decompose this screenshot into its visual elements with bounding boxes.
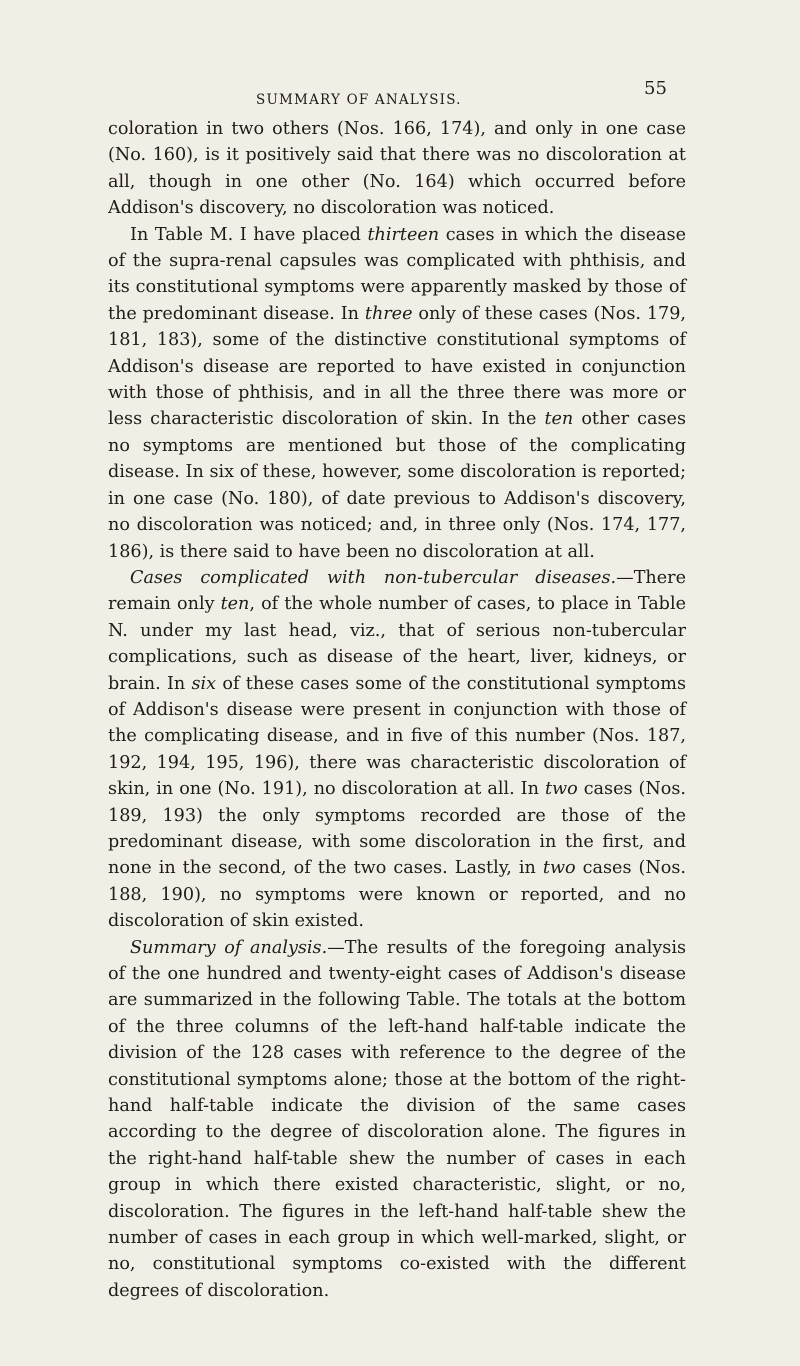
italic-text: two xyxy=(542,858,576,879)
paragraph xyxy=(108,222,686,565)
text-run: cases (Nos. 188, 190), no symptoms were known or reported, and no discoloration of skin existed. xyxy=(108,858,686,932)
text-run: In Table M. I have placed xyxy=(130,224,368,245)
italic-text: thirteen xyxy=(367,224,440,245)
text-run: , of the whole number of cases, to place in Table N. under my last head, viz., that of serious non-tubercular complications, such as disease of the heart, liver, kidneys, or brain. In xyxy=(108,594,686,694)
running-head: SUMMARY OF ANALYSIS. xyxy=(256,92,462,108)
italic-text: six xyxy=(191,673,217,694)
italic-text: three xyxy=(364,303,413,324)
text-run: cases (Nos. 189, 193) the only symptoms recorded are those of the predominant disease, with some discoloration in the first, and none in the second, of the two cases. Lastly, in xyxy=(108,779,686,879)
paragraph xyxy=(108,116,686,222)
text-run: cases in which the disease of the supra-renal capsules was complicated with phthisis, and its constitutional symptoms were apparently masked by those of the predominant disease. In xyxy=(108,224,686,324)
page-number: 55 xyxy=(644,78,667,99)
text-run: only of these cases (Nos. 179, 181, 183), some of the distinctive constitutional symptoms of Addison's disease are reported to have existed in conjunction with those of phthisis, and in all the three there was more or less characteristic discoloration of skin. In the xyxy=(108,303,686,430)
italic-text: ten xyxy=(544,409,574,430)
text-run: coloration in two others (Nos. 166, 174), and only in one case (No. 160), is it positively said that there was no discoloration at all, though in one other (No. 164) which occurred before Addison's discovery, no discoloration was noticed. xyxy=(108,119,686,219)
italic-text: ten xyxy=(220,594,250,615)
body-text xyxy=(108,116,686,1304)
text-run: —The results of the foregoing analysis of the one hundred and twenty-eight cases of Addison's disease are summarized in the following Table. The totals at the bottom of the three columns of the left-hand half-table indicate the division of the 128 cases with reference to the degree of the constitutional symptoms alone; those at the bottom of the right-hand half-table indicate the division of the same cases according to the degree of discoloration alone. The figures in the right-hand half-table shew the number of cases in each group in which there existed characteristic, slight, or no, discoloration. The figures in the left-hand half-table shew the number of cases in each group in which well-marked, slight, or no, constitutional symptoms co-existed with the different degrees of discoloration. xyxy=(108,937,686,1301)
italic-text: two xyxy=(544,779,578,800)
italic-text: Summary of analysis. xyxy=(130,937,328,958)
paragraph xyxy=(108,935,686,1305)
italic-text: Cases complicated with non-tubercular diseases. xyxy=(130,567,617,588)
text-run: —There remain only xyxy=(108,567,686,615)
text-run: of these cases some of the constitutional symptoms of Addison's disease were present in conjunction with those of the complicating disease, and in five of this number (Nos. 187, 192, 194, 195, 196), there was characteristic discoloration of skin, in one (No. 191), no discoloration at all. In xyxy=(108,673,686,800)
text-run: other cases no symptoms are mentioned but those of the complicating disease. In six of these, however, some discoloration is reported; in one case (No. 180), of date previous to Addison's discovery, no discoloration was noticed; and, in three only (Nos. 174, 177, 186), is there said to have been no discoloration at all. xyxy=(108,409,686,562)
paragraph xyxy=(108,565,686,935)
